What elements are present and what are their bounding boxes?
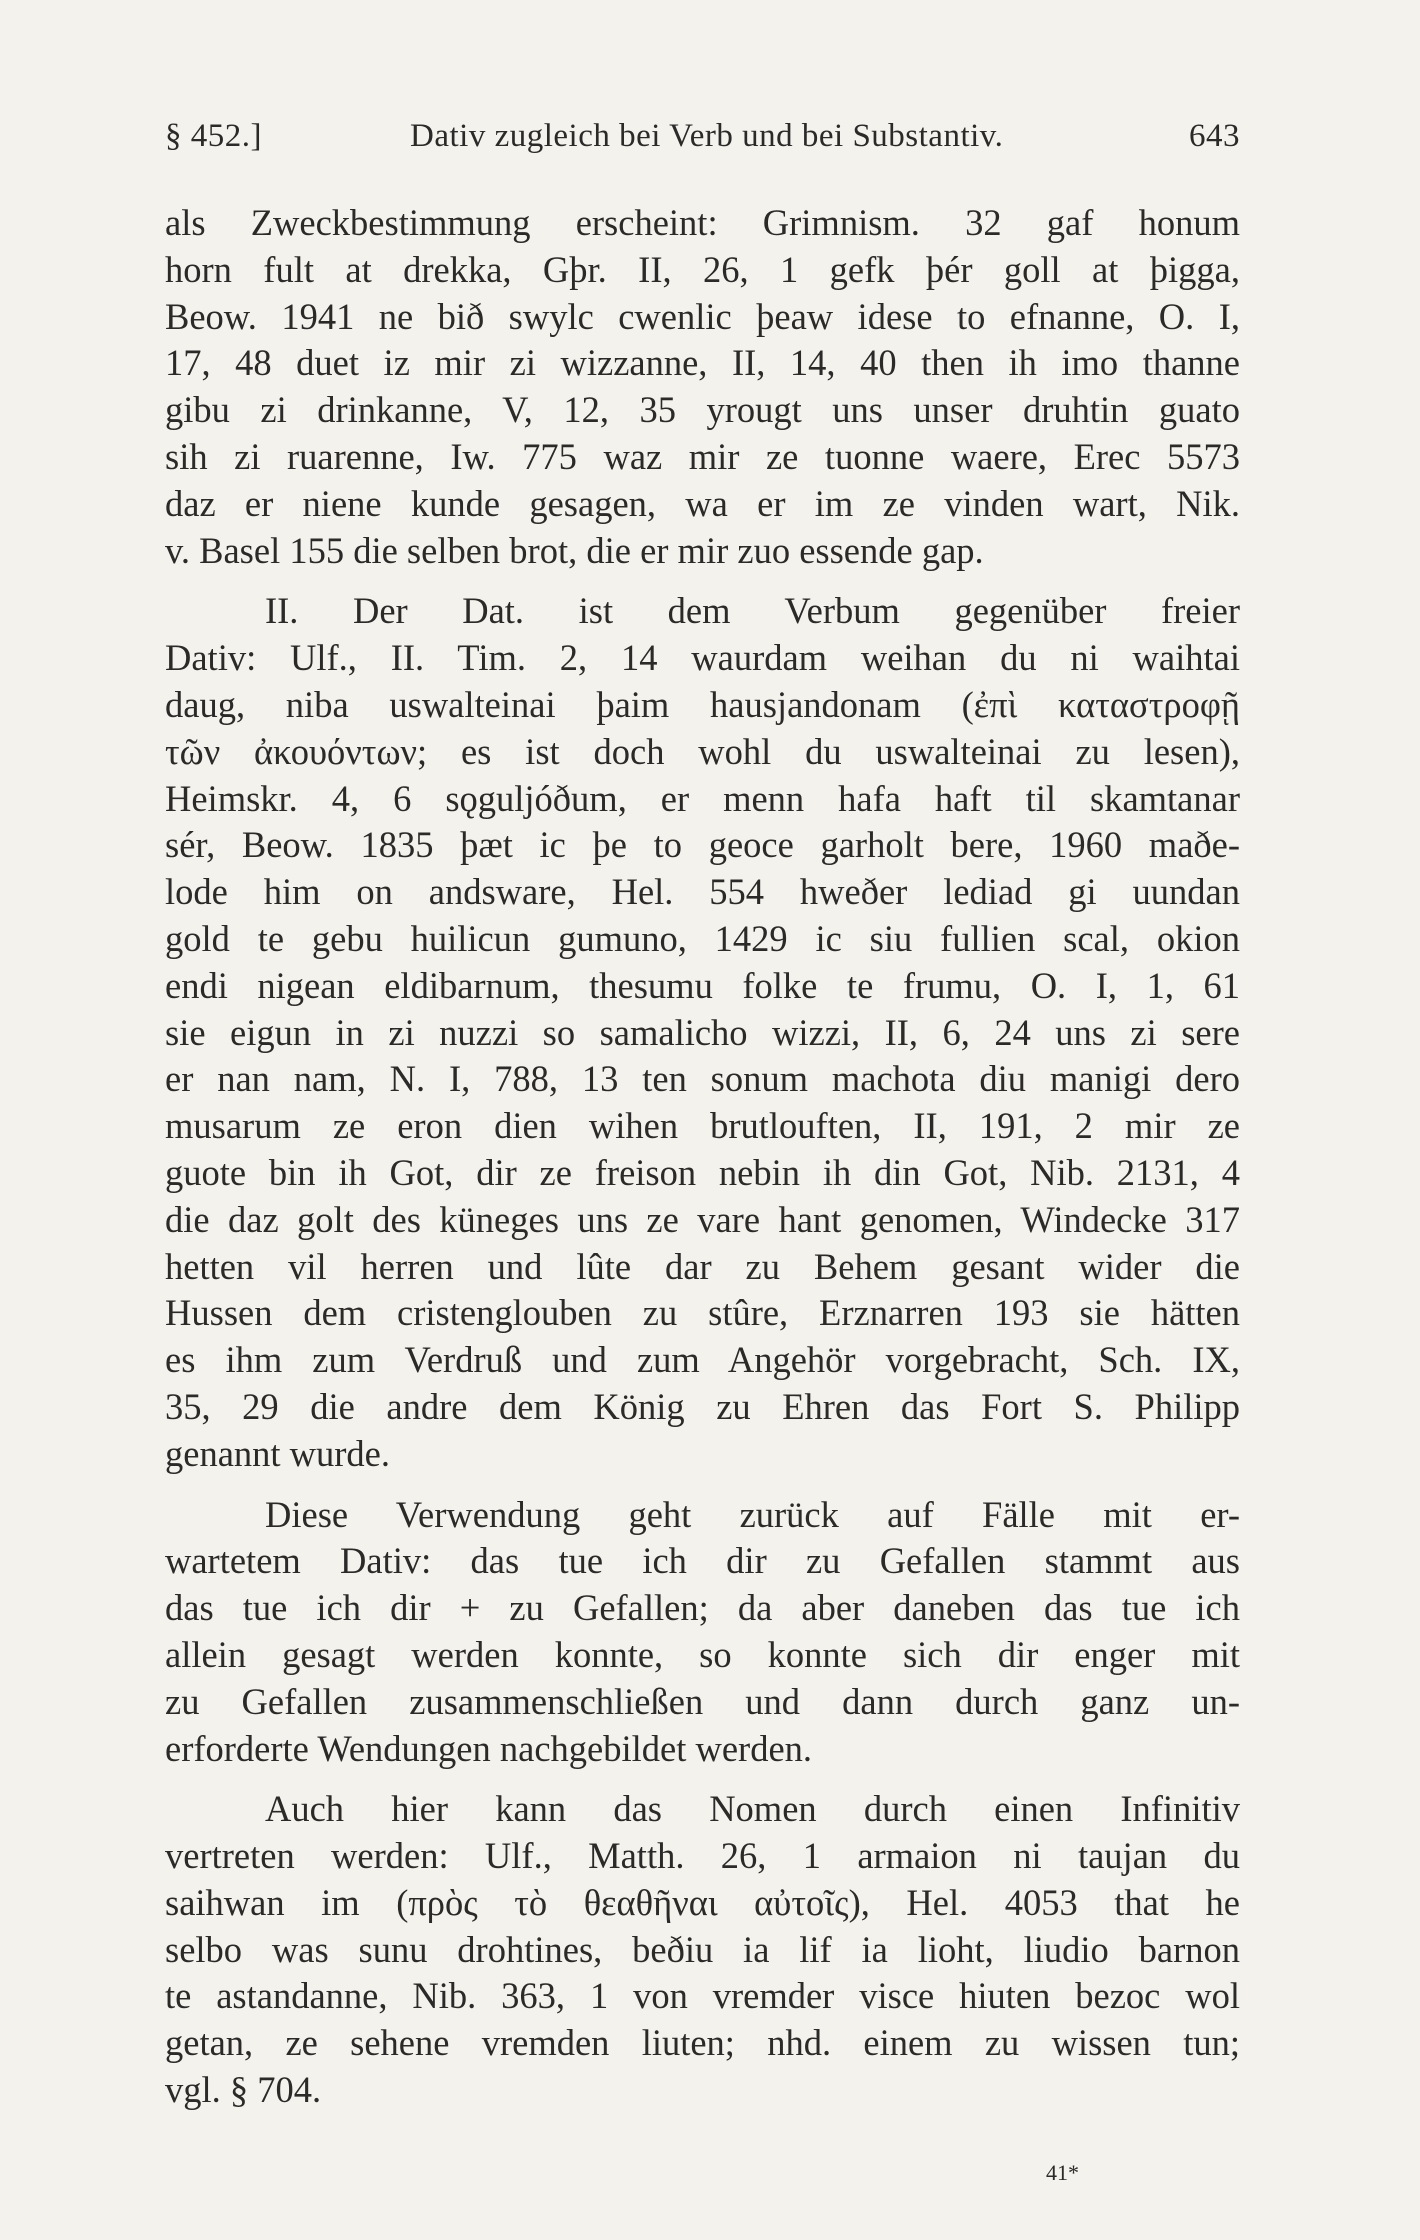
text-line: allein gesagt werden konnte, so konnte sich dir enger mit: [165, 1633, 1240, 1675]
text-line: guote bin ih Got, dir ze freison nebin ih din Got, Nib. 2131, 4: [165, 1151, 1240, 1193]
text-line: Auch hier kann das Nomen durch einen Infinitiv: [265, 1788, 1240, 1830]
text-line: Dativ: Ulf., II. Tim. 2, 14 waurdam weihan du ni waihtai: [165, 637, 1240, 679]
text-line: endi nigean eldibarnum, thesumu folke te frumu, O. I, 1, 61: [165, 964, 1240, 1006]
section-reference: § 452.]: [165, 118, 262, 154]
text-line: Diese Verwendung geht zurück auf Fälle mit er-: [265, 1493, 1240, 1535]
text-line: lode him on andsware, Hel. 554 hweðer lediad gi uundan: [165, 871, 1240, 913]
text-line: Beow. 1941 ne bið swylc cwenlic þeaw idese to efnanne, O. I,: [165, 295, 1240, 337]
text-line: vertreten werden: Ulf., Matth. 26, 1 armaion ni taujan du: [165, 1835, 1240, 1877]
text-line: 17, 48 duet iz mir zi wizzanne, II, 14, 40 then ih imo thanne: [165, 342, 1240, 384]
text-line: selbo was sunu drohtines, beðiu ia lif ia lioht, liudio barnon: [165, 1928, 1240, 1970]
text-line: II. Der Dat. ist dem Verbum gegenüber freier: [265, 590, 1240, 632]
text-line: das tue ich dir + zu Gefallen; da aber daneben das tue ich: [165, 1587, 1240, 1629]
page-body: [165, 200, 1240, 2114]
paragraph-2: [165, 588, 1240, 1477]
text-line: τῶν ἀκουόντων; es ist doch wohl du uswalteinai zu lesen),: [165, 730, 1240, 772]
text-line: horn fult at drekka, Gþr. II, 26, 1 gefk þér goll at þigga,: [165, 248, 1240, 290]
paragraph-3: [165, 1492, 1240, 1773]
text-line: wartetem Dativ: das tue ich dir zu Gefallen stammt aus: [165, 1540, 1240, 1582]
page-number: 643: [1189, 118, 1240, 154]
paragraph-4: [165, 1786, 1240, 2114]
text-line: sér, Beow. 1835 þæt ic þe to geoce garholt bere, 1960 maðe-: [165, 824, 1240, 866]
text-line: die daz golt des küneges uns ze vare hant genomen, Windecke 317: [165, 1198, 1240, 1240]
text-line: sie eigun in zi nuzzi so samalicho wizzi, II, 6, 24 uns zi sere: [165, 1011, 1240, 1053]
text-line: hetten vil herren und lûte dar zu Behem gesant wider die: [165, 1245, 1240, 1287]
text-line: Heimskr. 4, 6 sǫguljóðum, er menn hafa haft til skamtanar: [165, 777, 1240, 819]
paragraph-1: [165, 200, 1240, 574]
text-line: 35, 29 die andre dem König zu Ehren das Fort S. Philipp: [165, 1385, 1240, 1427]
text-line: musarum ze eron dien wihen brutlouften, II, 191, 2 mir ze: [165, 1105, 1240, 1147]
text-line: gold te gebu huilicun gumuno, 1429 ic siu fullien scal, okion: [165, 917, 1240, 959]
text-line: te astandanne, Nib. 363, 1 von vremder visce hiuten bezoc wol: [165, 1975, 1240, 2017]
signature-mark: 41*: [1046, 2160, 1079, 2185]
text-line: daug, niba uswalteinai þaim hausjandonam (ἐπὶ καταστροφῇ: [165, 683, 1240, 725]
text-line: daz er niene kunde gesagen, wa er im ze vinden wart, Nik.: [165, 482, 1240, 524]
text-line: v. Basel 155 die selben brot, die er mir zuo essende gap.: [165, 529, 984, 571]
text-line: vgl. § 704.: [165, 2069, 322, 2111]
text-line: er nan nam, N. I, 788, 13 ten sonum machota diu manigi dero: [165, 1058, 1240, 1100]
text-line: als Zweckbestimmung erscheint: Grimnism. 32 gaf honum: [165, 202, 1240, 243]
text-line: erforderte Wendungen nachgebildet werden.: [165, 1727, 813, 1769]
text-line: gibu zi drinkanne, V, 12, 35 yrougt uns unser druhtin guato: [165, 389, 1240, 431]
text-line: Hussen dem cristenglouben zu stûre, Erznarren 193 sie hätten: [165, 1292, 1240, 1334]
text-line: es ihm zum Verdruß und zum Angehör vorgebracht, Sch. IX,: [165, 1339, 1240, 1381]
running-title: Dativ zugleich bei Verb und bei Substantiv.: [410, 118, 1004, 154]
text-line: zu Gefallen zusammenschließen und dann durch ganz un-: [165, 1680, 1240, 1722]
text-line: genannt wurde.: [165, 1432, 391, 1474]
text-line: getan, ze sehene vremden liuten; nhd. einem zu wissen tun;: [165, 2022, 1240, 2064]
text-line: saihwan im (πρὸς τὸ θεαθῆναι αὐτοῖς), Hel. 4053 that he: [165, 1881, 1240, 1923]
text-line: sih zi ruarenne, Iw. 775 waz mir ze tuonne waere, Erec 5573: [165, 435, 1240, 477]
